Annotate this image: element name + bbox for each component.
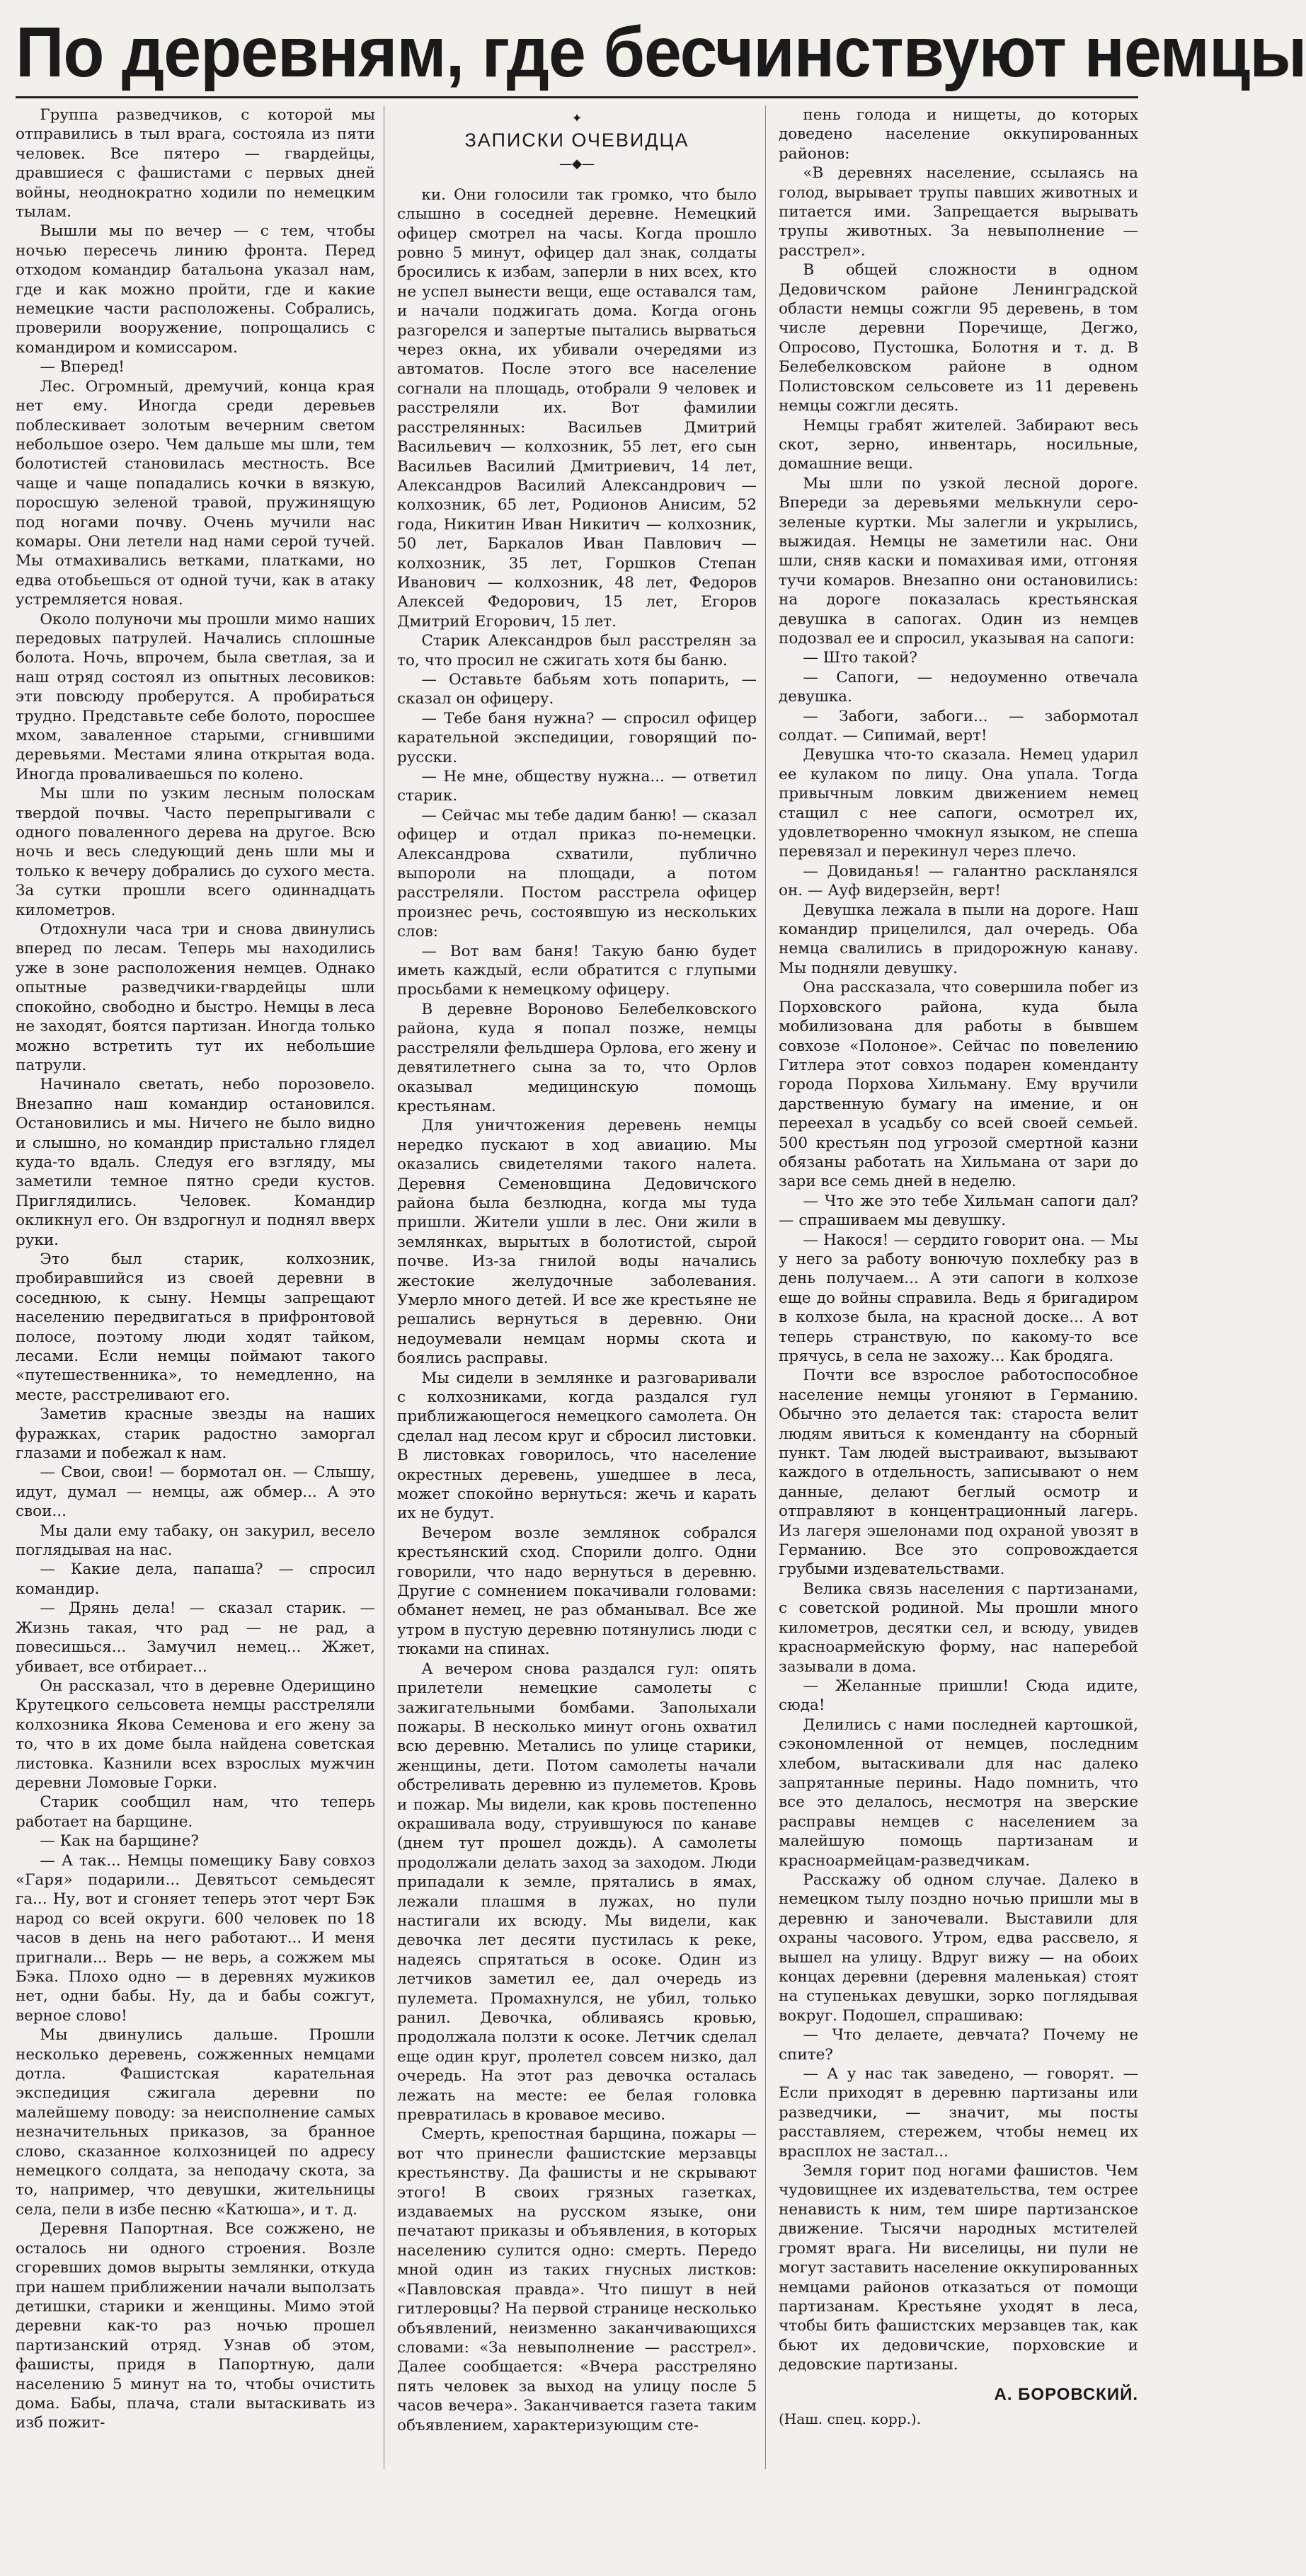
paragraph: — Вот вам баня! Такую баню будет иметь каждый, если обратится с глупыми просьбами к немецкому офицеру. [397,942,757,999]
paragraph: — Что делаете, девчата? Почему не спите? [779,2026,1138,2064]
paragraph: Мы шли по узкой лесной дороге. Впереди за деревьями мелькнули серо-зеленые куртки. Мы залегли и укрылись, выжидая. Немцы не заметили нас. Они шли, сняв каски и помахивая ими, отгоняя тучи комаров. Внезапно они остановились: на дороге показалась крестьянская девушка в сапогах. Один из немцев подозвал ее и спросил, указывая на сапоги: [779,474,1138,648]
paragraph: — А у нас так заведено, — говорят. — Если приходят в деревню партизаны или разведчики, — значит, мы посты расставляем, стережем, чтобы немец их врасплох не застал... [779,2065,1138,2161]
paragraph: ки. Они голосили так громко, что было слышно в соседней деревне. Немецкий офицер смотрел на часы. Когда прошло ровно 5 минут, офицер дал знак, солдаты бросились к избам, заперли в них всех, кто не успел вынести вещи, еще оставался там, и начали поджигать дома. Когда огонь разгорелся и запертые пытались вырваться через окна, их убивали очередями из автоматов. После этого все население согнали на площадь, отобрали 9 человек и расстреляли их. Вот фамилии расстрелянных: Васильев Дмитрий Васильевич — колхозник, 55 лет, его сын Васильев Василий Дмитриевич, 14 лет, Александров Василий Александрович — колхозник, 65 лет, Родионов Анисим, 52 года, Никитин Иван Никитич — колхозник, 50 лет, Баркалов Иван Павлович — колхозник, 35 лет, Горшков Степан Иванович — колхозник, 48 лет, Федоров Алексей Федорович, 15 лет, Егоров Дмитрий Егорович, 15 лет. [397,185,757,631]
paragraph: Вышли мы по вечер — с тем, чтобы ночью пересечь линию фронта. Перед отходом командир батальона указал нам, где и как можно пройти, где и какие немецкие части расположены. Собрались, проверили вооружение, попрощались с командиром и комиссаром. [16,222,375,357]
headline: По деревням, где бесчинствуют немцы [16,13,1306,92]
paragraph: Старик Александров был расстрелян за то, что просил не сжигать хотя бы баню. [397,632,757,669]
paragraph: Деревня Папортная. Все сожжено, не осталось ни одного строения. Возле сгоревших домов вырыты землянки, откуда при нашем приближении начали выползать детишки, старики и женщины. Мимо этой деревни как-то раз ночью прошел партизанский отряд. Узнав об этом, фашисты, придя в Папортную, дали населению 5 минут на то, чтобы очистить дома. Бабы, плача, стали вытаскивать из изб пожит- [16,2220,375,2432]
column-3-text [779,105,1138,2375]
paragraph: пень голода и нищеты, до которых доведено население оккупированных районов: [779,106,1138,163]
paragraph: Мы сидели в землянке и разговаривали с колхозниками, когда раздался гул приближающегося немецкого самолета. Он сделал над лесом круг и сбросил листовки. В листовках говорилось, что население окрестных деревень, ушедшее в леса, может спокойно вернуться: жечь и карать их не будут. [397,1369,757,1523]
paragraph: Велика связь населения с партизанами, с советской родиной. Мы прошли много километров, десятки сел, и всюду, увидев красноармейскую форму, нас наперебой зазывали в дома. [779,1580,1138,1676]
diamond-ornament: —◆— [559,156,595,172]
paragraph: — Свои, свои! — бормотал он. — Слышу, идут, думал — немцы, аж обмер... А это свои... [16,1464,375,1521]
paragraph: Он рассказал, что в деревне Одерищино Крутецкого сельсовета немцы расстреляли колхозника Якова Семенова и его жену за то, что в их доме была найдена советская листовка. Казнили всех взрослых мужчин деревни Ломовые Горки. [16,1677,375,1792]
paragraph: Земля горит под ногами фашистов. Чем чудовищнее их издевательства, тем острее ненависть к ним, тем шире партизанское движение. Тысячи народных мстителей громят врага. Ни виселицы, ни пули не могут заставить население оккупированных немцами районов отказаться от помощи партизанам. Крестьяне уходят в леса, чтобы бить фашистских мерзавцев так, как бьют их дедовичские, порховские и дедовские партизаны. [779,2162,1138,2374]
paragraph: В общей сложности в одном Дедовичском районе Ленинградской области немцы сожгли 95 деревень, в том числе деревни Поречище, Дегжо, Опросово, Пустошка, Болотня и т. д. В Белебелковском районе в одном Полистовском сельсовете из 11 деревень немцы сожгли десять. [779,261,1138,415]
paragraph: Около полуночи мы прошли мимо наших передовых патрулей. Начались сплошные болота. Ночь, впрочем, была светлая, за и наш отряд состоял из опытных лесовиков: эти повсюду проберутся. А пробираться трудно. Представьте себе болото, поросшее мхом, заваленное старыми, сгнившими деревьями. Местами ялина открытая вода. Иногда проваливаешься по колено. [16,610,375,783]
paragraph: — Оставьте бабьям хоть попарить, — сказал он офицеру. [397,670,757,708]
paragraph: — Довиданья! — галантно раскланялся он. — Ауф видерзейн, верт! [779,862,1138,900]
paragraph: Группа разведчиков, с которой мы отправились в тыл врага, состояла из пяти человек. Все пятеро — гвардейцы, дравшиеся с фашистами с первых дней войны, неоднократно ходили по немецким тылам. [16,106,375,222]
subhead-block [397,111,757,174]
column-2 [397,105,766,2469]
paragraph: Она рассказала, что совершила побег из Порховского района, куда была мобилизована для работы в бывшем совхозе «Полоное». Сейчас по повелению Гитлера этот совхоз подарен коменданту города Порхова Хильману. Ему вручили дарственную бумагу на имение, и он переехал в усадьбу со всей своей семьей. 500 крестьян под угрозой смертной казни обязаны работать на Хильмана от зари до зари все семь дней в неделю. [779,979,1138,1191]
column-3 [779,105,1138,2469]
paragraph: — Сейчас мы тебе дадим баню! — сказал офицер и отдал приказ по-немецки. Александрова схватили, публично выпороли на площади, а потом расстреляли. Постом расстрела офицер произнес речь, состоявшую из нескольких слов: [397,806,757,941]
paragraph: — Сапоги, — недоуменно отвечала девушка. [779,668,1138,706]
paragraph: А вечером снова раздался гул: опять прилетели немецкие самолеты с зажигательными бомбами. Заполыхали пожары. В несколько минут огонь охватил всю деревню. Метались по улице старики, женщины, дети. Потом самолеты начали обстреливать деревню из пулеметов. Кровь и пожар. Мы видели, как кровь постепенно окрашивала воду, струившуюся по канаве (днем тут прошел дождь). А самолеты продолжали делать заход за заходом. Люди припадали к земле, прятались в ямах, лежали плашмя в лужах, но пули настигали их всюду. Мы видели, как девочка лет десяти пустилась к реке, надеясь спрятаться в осоке. Один из летчиков заметил ее, дал очередь из пулемета. Промахнулся, не убил, только ранил. Девочка, обливаясь кровью, продолжала ползти к осоке. Летчик сделал еще один круг, пролетел совсем низко, дал очередь. На этот раз девочка осталась лежать на месте: ее белая головка превратилась в кровавое месиво. [397,1660,757,2124]
paragraph: Мы шли по узким лесным полоскам твердой почвы. Часто перепрыгивали с одного поваленного дерева на другое. Всю ночь и весь следующий день шли мы и только к вечеру добрались до сухого места. За сутки прошли всего одиннадцать километров. [16,785,375,919]
paragraph: Девушка лежала в пыли на дороге. Наш командир прицелился, дал очередь. Оба немца свалились в придорожную канаву. Мы подняли девушку. [779,901,1138,977]
paragraph: — Как на барщине? [40,1832,199,1851]
paragraph: Заметив красные звезды на наших фуражках, старик радостно заморгал глазами и побежал к нам. [16,1405,375,1463]
paragraph: — Тебе баня нужна? — спросил офицер карательной экспедиции, говорящий по-русски. [397,709,757,766]
paragraph: — Што такой? [803,649,917,667]
paragraph: — Накося! — сердито говорит она. — Мы у него за работу вонючую похлебку раз в день получаем... А эти сапоги в колхозе еще до войны справила. Ведь я бригадиром в колхозе была, на красной доске... А вот теперь странствую, по какому-то все прячусь, в села не захожу... Как бродяга. [779,1231,1138,1365]
star-ornament: ✦ [571,111,583,126]
paragraph: Немцы грабят жителей. Забирают весь скот, зерно, инвентарь, носильные, домашние вещи. [779,416,1138,473]
paragraph: Это был старик, колхозник, пробиравшийся из своей деревни в соседнюю, к сыну. Немцы запрещают населению передвигаться в прифронтовой полосе, поэтому люди ходят тайком, лесами. Если немцы поймают такого «путешественника», то немедленно, на месте, расстреливают его. [16,1250,375,1404]
author-signature: А. БОРОВСКИЙ. [994,2384,1138,2404]
paragraph: Мы дали ему табаку, он закурил, весело поглядывая на нас. [16,1522,375,1560]
paragraph: — Вперед! [40,358,125,376]
paragraph: «В деревнях население, ссылаясь на голод, вырывает трупы павших животных и питается ими. Запрещается вырывать трупы животных. За невыполнение — расстрел». [779,164,1138,260]
paragraph: Девушка что-то сказала. Немец ударил ее кулаком по лицу. Она упала. Тогда привычным ловким движением немец стащил с нее сапоги, осмотрел их, удовлетворенно чмокнул языком, не спеша перевязал и перекинул через плечо. [779,746,1138,861]
paragraph: — А так... Немцы помещику Баву совхоз «Гаря» подарили... Девятьсот семьдесят га... Ну, вот и сгоняет теперь этот черт Бэк народ со всей округи. 600 человек по 18 часов в день на него работают... И меня пригнали... Верь — не верь, а сожжем мы Бэка. Плохо одно — в деревнях мужиков нет, одни бабы. Ну, да и бабы сожгут, верное слово! [16,1851,375,2025]
paragraph: Лес. Огромный, дремучий, конца края нет ему. Иногда среди деревьев поблескивает золотым вечерним светом небольшое озеро. Чем дальше мы шли, тем болотистей становилась местность. Все чаще и чаще попадались кочки в вязкую, поросшую зеленой травой, пружинящую под ногами почву. Очень мучили нас комары. Они летели над нами серой тучей. Мы отмахивались ветками, платками, но едва отобьешься от одной тучи, как в атаку устремляется новая. [16,377,375,609]
paragraph: Отдохнули часа три и снова двинулись вперед по лесам. Теперь мы находились уже в зоне расположения немцев. Однако опытные разведчики-гвардейцы шли спокойно, свободно и быстро. Немцы в леса не заходят, боятся партизан. Иногда только можно встретить тут их небольшие патрули. [16,921,375,1074]
paragraph: Расскажу об одном случае. Далеко в немецком тылу поздно ночью пришли мы в деревню и заночевали. Выставили для охраны часового. Утром, едва рассвело, я вышел на улицу. Вдруг вижу — на обоих концах деревни (деревня маленькая) стоят на ступеньках девушки, зорко поглядывая вокруг. Подошел, спрашиваю: [779,1870,1138,2025]
paragraph: — Не мне, обществу нужна... — ответил старик. [397,768,757,805]
paragraph: — Забоги, забоги... — забормотал солдат. — Сипимай, верт! [779,707,1138,744]
subhead: ЗАПИСКИ ОЧЕВИДЦА [464,130,689,151]
correspondent-credit: (Наш. спец. корр.). [779,2410,922,2427]
column-1 [16,105,384,2469]
paragraph: Смерть, крепостная барщина, пожары — вот что принесли фашистские мерзавцы крестьянству. Да фашисты и не скрывают этого! В своих грязных газетках, издаваемых на русском языке, они печатают приказы и объявления, в которых населению сулится одно: смерть. Передо мной один из таких гнусных листков: «Павловская правда». Что пишут в ней гитлеровцы? На первой странице несколько объявлений, неизменно заканчивающихся словами: «За невыполнение — расстрел». Далее сообщается: «Вчера расстреляно пять человек за выход на улицу после 5 часов вечера». Заканчивается газета таким объявлением, характеризующим сте- [397,2125,757,2434]
paragraph: Почти все взрослое работоспособное население немцы угоняют в Германию. Обычно это делается так: староста велит людям явиться к коменданту на сборный пункт. Там людей выстраивают, вызывают каждого в отдельность, записывают о нем данные, делают беглый осмотр и отправляют в концентрационный лагерь. Из лагеря эшелонами под охраной увозят в Германию. Все это сопровождается грубыми издевательствами. [779,1367,1138,1579]
paragraph: — Какие дела, папаша? — спросил командир. [16,1560,375,1598]
paragraph: Старик сообщил нам, что теперь работает на барщине. [16,1793,375,1831]
paragraph: — Что же это тебе Хильман сапоги дал? — спрашиваем мы девушку. [779,1192,1138,1230]
paragraph: Начинало светать, небо порозовело. Внезапно наш командир остановился. Остановились и мы. Ничего не было видно и слышно, но командир пристально глядел куда-то вдаль. Следуя его взгляду, мы заметили темное пятно среди кустов. Приглядились. Человек. Командир окликнул его. Он вздрогнул и поднял вверх руки. [16,1076,375,1249]
article-columns [16,105,1138,2469]
paragraph: Делились с нами последней картошкой, сэкономленной от немцев, последним хлебом, вытаскивали для нас далеко запрятанные перины. Надо помнить, что все это делалось, несмотря на зверские расправы немцев с населением за малейшую помощь партизанам и красноармейцам-разведчикам. [779,1715,1138,1870]
paragraph: В деревне Вороново Белебелковского района, куда я попал позже, немцы расстреляли фельдшера Орлова, его жену и девятилетнего сына за то, что Орлов оказывал медицинскую помощь крестьянам. [397,1000,757,1115]
column-2-text [397,185,757,2435]
paragraph: Мы двинулись дальше. Прошли несколько деревень, сожженных немцами дотла. Фашистская карательная экспедиция сжигала деревни по малейшему поводу: за неисполнение самых незначительных приказов, за бранное слово, сказанное колхозницей по адресу немецкого солдата, за неподачу скота, за то, например, что девушки, жительницы села, пели в избе песню «Катюша», и т. д. [16,2026,375,2219]
paragraph: — Дрянь дела! — сказал старик. — Жизнь такая, что рад — не рад, а повесишься... Замучил немец... Жжет, убивает, все отбирает... [16,1599,375,1676]
paragraph: Для уничтожения деревень немцы нередко пускают в ход авиацию. Мы оказались свидетелями такого налета. Деревня Семеновщина Дедовичского района была безлюдна, когда мы туда пришли. Жители ушли в лес. Они жили в землянках, вырытых в болотистой, сырой почве. Из-за гнилой воды начались жестокие желудочные заболевания. Умерло много детей. И все же крестьяне не решались вернуться в деревню. Они недоумевали немцам нормы скота и боялись расправы. [397,1117,757,1368]
headline-rule [16,96,1138,98]
paragraph: Вечером возле землянок собрался крестьянский сход. Спорили долго. Одни говорили, что надо вернуться в деревню. Другие с сомнением покачивали головами: обманет немец, не раз обманывал. Все же утром в пустую деревню потянулись люди с тюками на спинах. [397,1524,757,1659]
paragraph: — Желанные пришли! Сюда идите, сюда! [779,1677,1138,1715]
